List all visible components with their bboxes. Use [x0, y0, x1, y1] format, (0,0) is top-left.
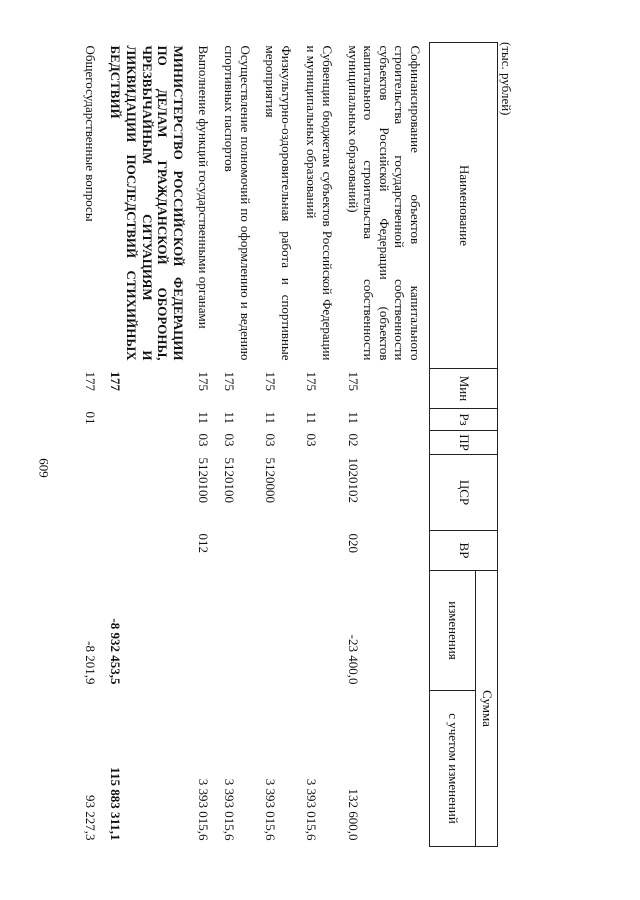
row-total: 93 227,3 — [82, 795, 98, 841]
row-rz: 11 — [196, 411, 212, 425]
row-name: Физкультурно-оздоровительная работа и спортивные мероприятия — [263, 45, 294, 361]
row-pr: 03 — [304, 433, 320, 447]
units-label: (тыс. рублей) — [499, 42, 514, 116]
row-vr: 020 — [345, 533, 361, 553]
row-csr: 5120000 — [263, 457, 279, 503]
row-name: МИНИСТЕРСТВО РОССИЙСКОЙ ФЕДЕРАЦИИ ПО ДЕЛАМ ГРАЖДАНСКОЙ ОБОРОНЫ, ЧРЕЗВЫЧАЙНЫМ СИТУАЦИЯМ И ЛИКВИДАЦИИ ПОСЛЕДСТВИЙ СТИХИЙНЫХ БЕДСТВИЙ — [108, 45, 186, 361]
header-name: Наименование — [430, 43, 498, 369]
row-total: 115 883 311,1 — [108, 767, 124, 841]
row-min: 175 — [304, 371, 320, 391]
row-total: 132 600,0 — [345, 788, 361, 841]
row-vr — [216, 531, 257, 571]
row-name: Софинансирование объектов капитального строительства государственной собственности субъектов Российской Федерации (объектов капитального строительства собственности муниципальных образований) — [345, 45, 423, 361]
row-total: 3 393 015,6 — [263, 778, 279, 841]
row-total: 3 393 015,6 — [196, 778, 212, 841]
header-min: Мин — [430, 369, 498, 409]
row-change: -23 400,0 — [345, 634, 361, 685]
row-csr: 5120100 — [196, 457, 212, 503]
table-row — [216, 43, 257, 847]
table-body — [77, 43, 429, 847]
page-number: 609 — [36, 458, 51, 478]
table-row — [103, 43, 191, 847]
row-rz: 01 — [82, 411, 98, 425]
row-rz: 11 — [304, 411, 320, 425]
row-min: 175 — [196, 371, 212, 391]
row-csr: 5120100 — [222, 457, 238, 503]
table-row — [299, 43, 340, 847]
table-row — [77, 43, 103, 847]
row-total: 3 393 015,6 — [304, 778, 320, 841]
row-change — [258, 571, 299, 691]
row-min: 175 — [263, 371, 279, 391]
row-vr — [258, 531, 299, 571]
table-row — [191, 43, 217, 847]
row-change — [216, 571, 257, 691]
row-pr: 03 — [263, 433, 279, 447]
header-sum: Сумма — [476, 571, 498, 847]
row-vr — [299, 531, 340, 571]
row-pr: 03 — [222, 433, 238, 447]
table-row — [340, 43, 429, 847]
row-change: -8 932 453,5 — [108, 618, 124, 685]
row-name: Общегосударственные вопросы — [82, 45, 98, 222]
rotated-sheet — [82, 42, 600, 846]
row-vr — [77, 531, 103, 571]
header-with-changes: с учетом изменений — [430, 691, 476, 847]
header-vr: ВР — [430, 531, 498, 571]
row-vr — [103, 531, 191, 571]
row-change — [299, 571, 340, 691]
budget-table — [77, 42, 498, 847]
row-rz: 11 — [263, 411, 279, 425]
row-csr — [77, 455, 103, 531]
header-csr: ЦСР — [430, 455, 498, 531]
table-header — [430, 43, 498, 847]
row-min: 177 — [82, 371, 98, 391]
row-min: 175 — [222, 371, 238, 391]
row-total: 3 393 015,6 — [222, 778, 238, 841]
row-pr — [77, 431, 103, 455]
row-csr — [103, 455, 191, 531]
header-change: изменения — [430, 571, 476, 691]
row-name: Выполнение функций государственными органами — [196, 45, 212, 329]
row-csr — [299, 455, 340, 531]
row-name: Субвенции бюджетам субъектов Российской Федерации и муниципальных образований — [304, 45, 336, 361]
row-pr: 03 — [196, 433, 212, 447]
row-rz — [103, 409, 191, 431]
table-row — [258, 43, 299, 847]
row-csr: 1020102 — [345, 457, 361, 503]
row-change — [191, 571, 217, 691]
row-vr: 012 — [196, 533, 212, 553]
row-pr: 02 — [345, 433, 361, 447]
row-change: -8 201,9 — [82, 641, 98, 685]
header-rz: Рз — [430, 409, 498, 431]
row-name: Осуществление полномочий по оформлению и ведению спортивных паспортов — [222, 45, 253, 361]
row-min: 177 — [108, 371, 124, 391]
row-rz: 11 — [222, 411, 238, 425]
header-pr: ПР — [430, 431, 498, 455]
row-min: 175 — [345, 371, 361, 391]
row-rz: 11 — [345, 411, 361, 425]
row-pr — [103, 431, 191, 455]
